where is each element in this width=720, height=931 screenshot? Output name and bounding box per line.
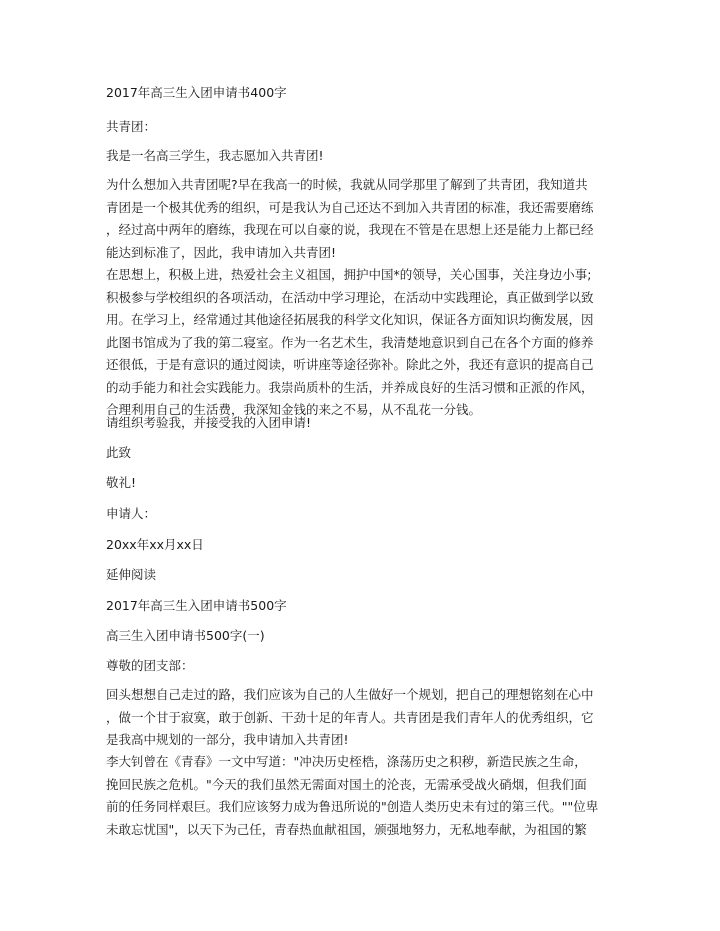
salutation-2: 尊敬的团支部：: [106, 658, 194, 673]
paragraph-line: ，经过高中两年的磨练，我现在可以自豪的说，我现在不管是在思想上还是能力上都已经: [106, 222, 594, 237]
section-title: 2017年高三生入团申请书500字: [106, 598, 287, 613]
paragraph-quote: [106, 751, 598, 841]
paragraph-line: 在思想上，积极上进，热爱社会主义祖国，拥护中国*的领导，关心国事，关注身边小事;: [106, 267, 592, 282]
paragraph-line: 青团是一个极其优秀的组织，可是我认为自己还达不到加入共青团的标准，我还需要磨练: [106, 199, 594, 215]
paragraph-line: 能达到标准了，因此，我申请加入共青团!: [106, 244, 337, 260]
paragraph-line: 挽回民族之危机。"今天的我们虽然无需面对国土的沦丧，无需承受战火硝烟，但我们面: [106, 776, 587, 792]
date-line: 20xx年xx月xx日: [106, 537, 204, 552]
paragraph-why-join: [106, 174, 594, 264]
closing-jing-li: 敬礼!: [106, 475, 137, 490]
paragraph-self-assessment: [106, 264, 594, 422]
paragraph-line: ，做一个甘于寂寞，敢于创新、干劲十足的年青人。共青团是我们青年人的优秀组织，它: [106, 709, 594, 725]
paragraph-line: 合理利用自己的生活费，我深知金钱的来之不易，从不乱花一分钱。: [106, 402, 482, 417]
paragraph-line: 前的任务同样艰巨。我们应该努力成为鲁迅所说的"创造人类历史未有过的第三代。""位卑: [106, 799, 599, 814]
intro-line: 我是一名高三学生，我志愿加入共青团!: [106, 148, 324, 163]
paragraph-line: 积极参与学校组织的各项活动，在活动中学习理论，在活动中实践理论，真正做到学以致: [106, 289, 594, 305]
paragraph-line: 为什么想加入共青团呢?早在我高一的时候，我就从同学那里了解到了共青团，我知道共: [106, 177, 588, 192]
paragraph-line: 此图书馆成为了我的第二寝室。作为一名艺术生，我清楚地意识到自己在各个方面的修养: [106, 334, 594, 350]
paragraph-line: 用。在学习上，经常通过其他途径拓展我的科学文化知识，保证各方面知识均衡发展，因: [106, 312, 594, 327]
document-title: 2017年高三生入团申请书400字: [106, 85, 287, 100]
closing-ci-zhi: 此致: [106, 445, 132, 460]
paragraph-reflection: [106, 684, 594, 752]
extended-reading-label: 延伸阅读: [106, 567, 157, 582]
paragraph-line: 李大钊曾在《青春》一文中写道："冲决历史桎梏，涤荡历史之积秽，新造民族之生命，: [106, 754, 587, 769]
paragraph-line: 还很低，于是有意识的通过阅读，听讲座等途径弥补。除此之外，我还有意识的提高自己: [106, 357, 594, 372]
salutation: 共青团：: [106, 119, 157, 134]
request-line: 请组织考验我，并接受我的入团申请!: [106, 415, 312, 430]
section-subtitle: 高三生入团申请书500字(一): [106, 628, 265, 643]
paragraph-line: 是我高中规划的一部分，我申请加入共青团!: [106, 732, 349, 747]
applicant-label: 申请人：: [106, 506, 157, 521]
paragraph-line: 回头想想自己走过的路，我们应该为自己的人生做好一个规划，把自己的理想铭刻在心中: [106, 687, 594, 702]
paragraph-line: 未敢忘忧国"，以天下为己任，青春热血献祖国，颁强地努力，无私地奉献，为祖国的繁: [106, 821, 587, 837]
paragraph-line: 的动手能力和社会实践能力。我崇尚质朴的生活，并养成良好的生活习惯和正派的作风，: [106, 379, 594, 395]
